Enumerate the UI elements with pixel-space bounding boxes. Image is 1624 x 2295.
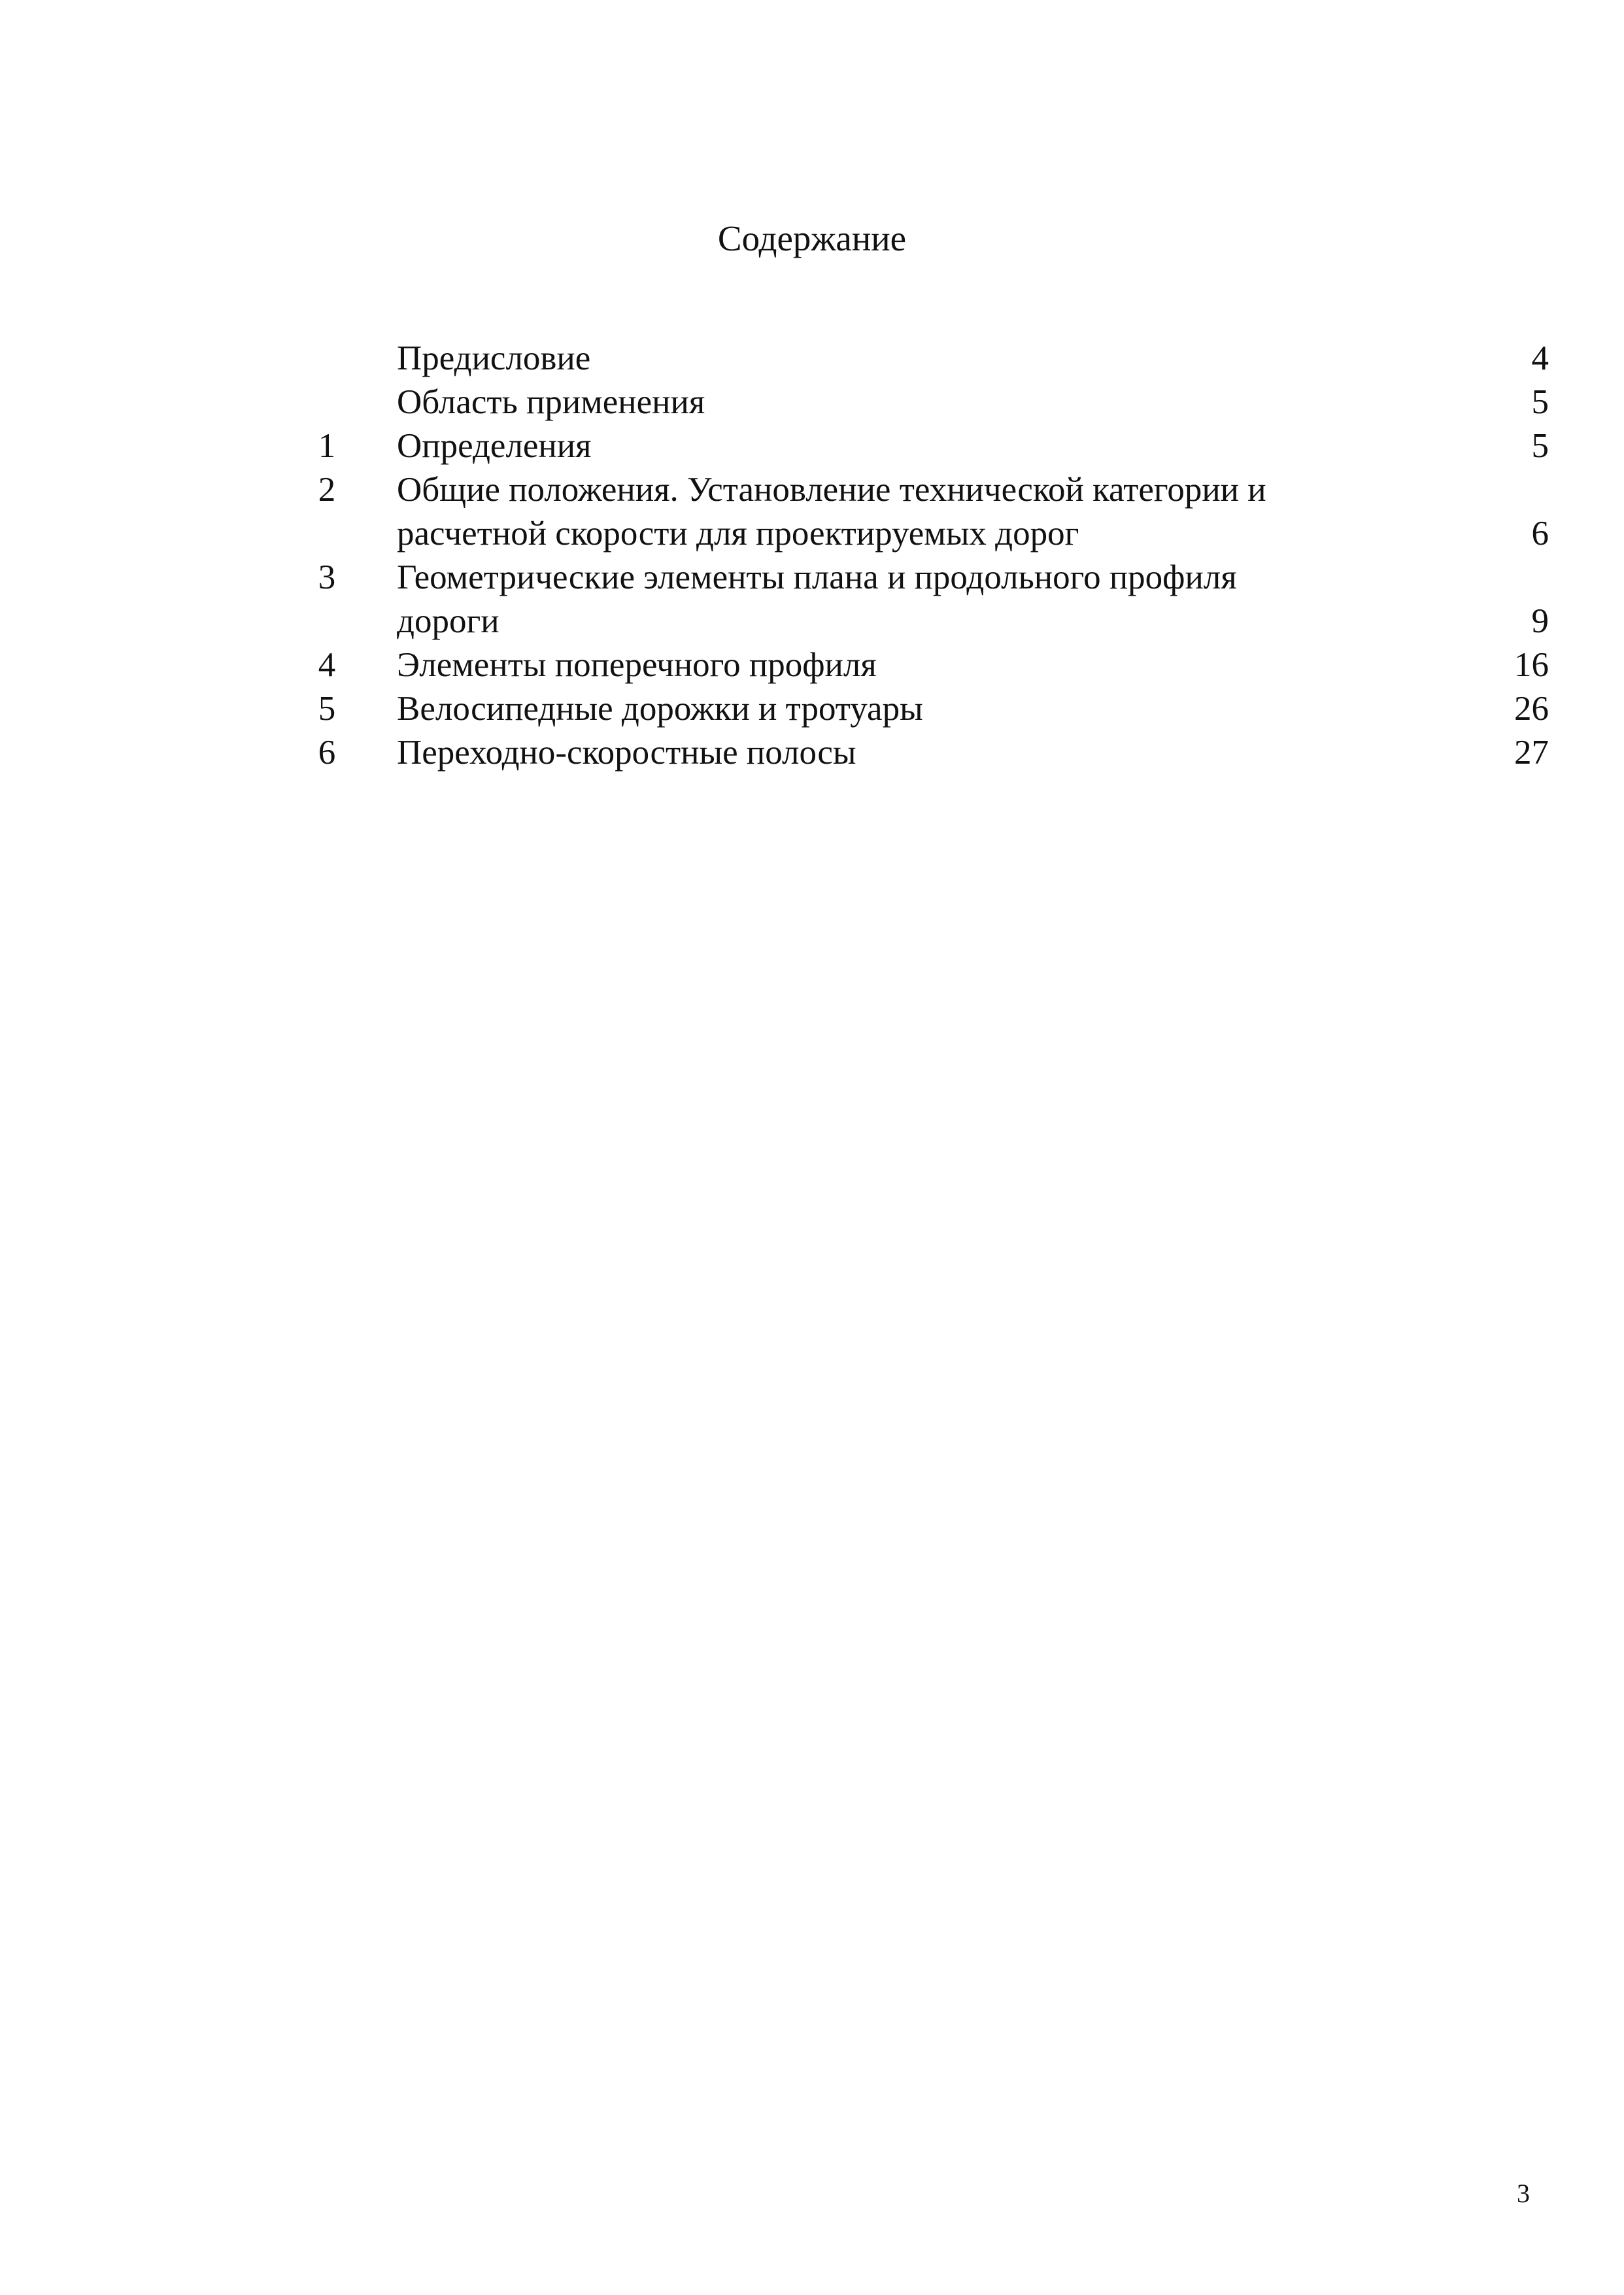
table-of-contents xyxy=(0,337,1624,775)
toc-entry-title: Предисловие xyxy=(397,339,591,377)
toc-entry-bike-paths xyxy=(0,687,1624,731)
toc-entry-scope xyxy=(0,381,1624,424)
toc-entry-general-provisions xyxy=(0,468,1624,556)
toc-entry-number: 2 xyxy=(318,471,336,509)
toc-entry-title: Область применения xyxy=(397,383,705,421)
toc-entry-number: 4 xyxy=(318,646,336,684)
toc-entry-page: 9 xyxy=(1531,602,1549,640)
toc-entry-title: Велосипедные дорожки и тротуары xyxy=(397,690,923,728)
toc-entry-number: 1 xyxy=(318,427,336,465)
toc-entry-page: 16 xyxy=(1514,646,1549,684)
toc-entry-number: 6 xyxy=(318,734,336,772)
toc-entry-page: 26 xyxy=(1514,690,1549,728)
toc-entry-page: 5 xyxy=(1531,383,1549,421)
toc-entry-title-line2: дороги xyxy=(397,602,499,640)
toc-entry-page: 4 xyxy=(1531,339,1549,377)
toc-entry-number: 3 xyxy=(318,558,336,596)
toc-entry-title-line2: расчетной скорости для проектируемых дорог xyxy=(397,515,1079,552)
toc-entry-title: Элементы поперечного профиля xyxy=(397,646,877,684)
toc-entry-preface xyxy=(0,337,1624,381)
toc-entry-page: 27 xyxy=(1514,734,1549,772)
toc-entry-title-line1: Геометрические элементы плана и продольного профиля xyxy=(397,558,1237,596)
toc-entry-title: Переходно-скоростные полосы xyxy=(397,734,856,772)
toc-entry-number: 5 xyxy=(318,690,336,728)
toc-entry-title: Определения xyxy=(397,427,592,465)
toc-entry-page: 5 xyxy=(1531,427,1549,465)
toc-entry-page: 6 xyxy=(1531,515,1549,552)
toc-entry-cross-section xyxy=(0,643,1624,687)
page-title: Содержание xyxy=(717,218,907,258)
toc-entry-title-line1: Общие положения. Установление технической категории и xyxy=(397,471,1266,509)
page-number: 3 xyxy=(1517,2179,1530,2208)
toc-entry-definitions xyxy=(0,424,1624,468)
toc-entry-geometric-elements xyxy=(0,556,1624,643)
toc-entry-speed-change-lanes xyxy=(0,731,1624,775)
